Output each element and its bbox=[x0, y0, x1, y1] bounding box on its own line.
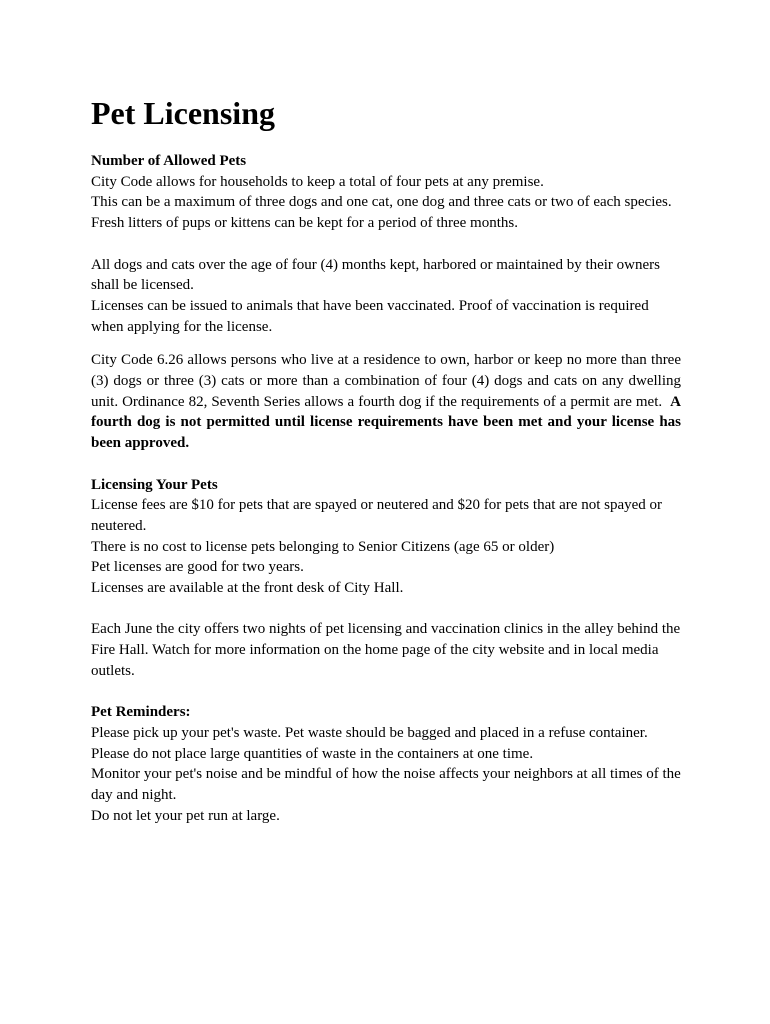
section-allowed-pets bbox=[91, 151, 681, 234]
section-licensing-requirement bbox=[91, 255, 681, 338]
city-code-paragraph bbox=[91, 350, 681, 454]
paragraph-line: There is no cost to license pets belonging to Senior Citizens (age 65 or older) bbox=[91, 538, 555, 555]
spacer bbox=[91, 337, 681, 350]
section-heading-licensing-your-pets: Licensing Your Pets bbox=[91, 476, 218, 493]
spacer bbox=[91, 234, 681, 255]
section-june-clinics bbox=[91, 619, 681, 681]
paragraph-line: Licenses are available at the front desk of City Hall. bbox=[91, 580, 404, 597]
section-city-code bbox=[91, 350, 681, 454]
spacer bbox=[91, 454, 681, 475]
paragraph-line: License fees are $10 for pets that are spayed or neutered and $20 for pets that are not spayed or neutered. bbox=[91, 497, 663, 534]
paragraph-line: City Code allows for households to keep a total of four pets at any premise. bbox=[91, 173, 544, 190]
section-heading-pet-reminders: Pet Reminders: bbox=[91, 704, 191, 721]
paragraph-line: Licenses can be issued to animals that have been vaccinated. Proof of vaccination is required when applying for the license. bbox=[91, 297, 649, 335]
paragraph-line: Fresh litters of pups or kittens can be kept for a period of three months. bbox=[91, 215, 518, 232]
section-heading-allowed-pets: Number of Allowed Pets bbox=[91, 153, 247, 169]
section-pet-reminders bbox=[91, 702, 681, 826]
paragraph-line: This can be a maximum of three dogs and one cat, one dog and three cats or two of each species. bbox=[91, 194, 672, 211]
spacer bbox=[91, 599, 681, 620]
document-page bbox=[91, 93, 681, 826]
paragraph-line: Pet licenses are good for two years. bbox=[91, 559, 304, 576]
june-clinics-paragraph: Each June the city offers two nights of pet licensing and vaccination clinics in the alley behind the Fire Hall. Watch for more information on the home page of the city website and in local media outlets. bbox=[91, 621, 681, 679]
paragraph-line: Do not let your pet run at large. bbox=[91, 807, 280, 824]
city-code-text: City Code 6.26 allows persons who live at a residence to own, harbor or keep no more than three (3) dogs or three (3) cats or more than a combination of four (4) dogs and cats on any dwelling unit. Ordinance 82, Seventh Series allows a fourth dog if the requirements of a permit are met. bbox=[91, 352, 681, 410]
section-licensing-your-pets bbox=[91, 475, 681, 599]
page-title: Pet Licensing bbox=[91, 95, 275, 131]
paragraph-line: Please pick up your pet's waste. Pet waste should be bagged and placed in a refuse container. Please do not place large quantities of waste in the containers at one time. bbox=[91, 724, 648, 762]
paragraph-line: Monitor your pet's noise and be mindful of how the noise affects your neighbors at all times of the day and night. bbox=[91, 766, 681, 804]
fourth-dog-notice: A fourth dog is not permitted until license requirements have been met and your license has been approved. bbox=[91, 393, 681, 452]
spacer bbox=[91, 682, 681, 703]
paragraph-line: All dogs and cats over the age of four (4) months kept, harbored or maintained by their owners shall be licensed. bbox=[91, 256, 661, 294]
